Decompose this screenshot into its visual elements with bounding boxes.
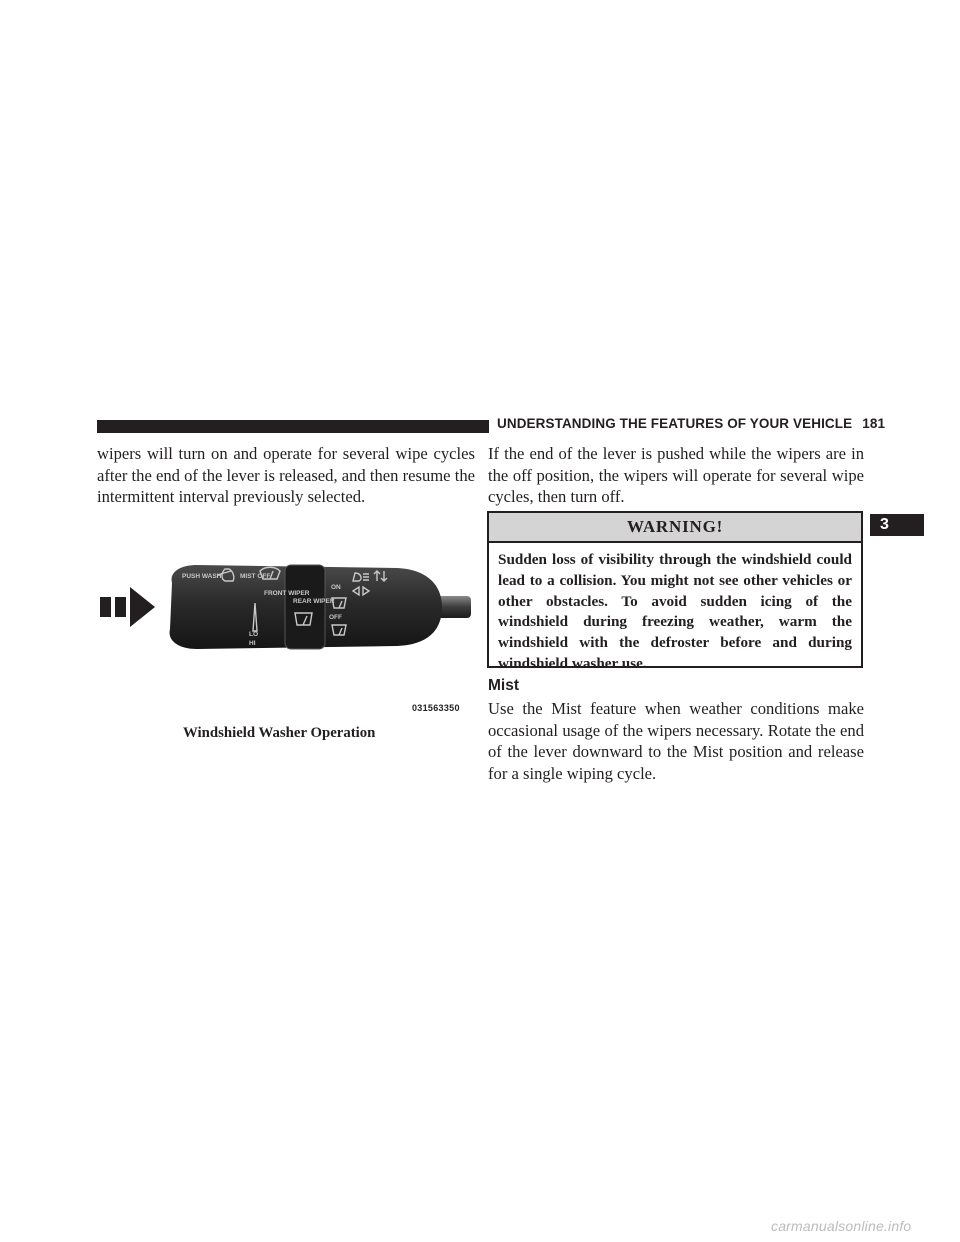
warning-title: WARNING! <box>489 513 861 543</box>
lever-stalk <box>437 596 471 618</box>
wiper-lever-figure <box>97 533 471 705</box>
page-number: 181 <box>862 416 886 431</box>
figure-caption: Windshield Washer Operation <box>183 725 376 741</box>
running-header <box>497 416 885 431</box>
lo-label: LO <box>249 631 259 638</box>
rear-wiper-ring <box>285 565 325 649</box>
mist-off-label: MIST OFF <box>240 573 271 580</box>
right-paragraph-1: If the end of the lever is pushed while the wipers are in the off position, the wipers will operate for several wipe cycles, then turn off. <box>488 444 864 506</box>
watermark: carmanualsonline.info <box>771 1218 912 1234</box>
header-rule <box>97 420 489 433</box>
warning-body: Sudden loss of visibility through the windshield could lead to a collision. You might not see other vehicles or other obstacles. To avoid sudden icing of the windshield during freezing weather, warm the windshield with the defroster before and during windshield washer use. <box>498 551 852 672</box>
off-label: OFF <box>329 614 342 621</box>
push-wash-label: PUSH WASH <box>182 573 222 580</box>
front-wiper-label: FRONT WIPER <box>264 590 310 597</box>
warning-box <box>487 511 863 672</box>
section-title: UNDERSTANDING THE FEATURES OF YOUR VEHICLE <box>497 416 853 431</box>
mist-heading: Mist <box>488 677 519 694</box>
figure-code: 031563350 <box>412 703 460 713</box>
push-arrow-icon <box>100 587 155 627</box>
chapter-tab: 3 <box>870 514 924 536</box>
on-label: ON <box>331 584 341 591</box>
rear-wiper-label: REAR WIPER <box>293 598 335 605</box>
mist-paragraph: Use the Mist feature when weather conditions make occasional usage of the wipers necessary. Rotate the end of the lever downward to the Mist position and release for a single wiping cycle. <box>488 699 864 783</box>
hi-label: HI <box>249 640 256 647</box>
left-paragraph: wipers will turn on and operate for several wipe cycles after the end of the lever is released, and then resume the intermittent interval previously selected. <box>97 444 475 506</box>
